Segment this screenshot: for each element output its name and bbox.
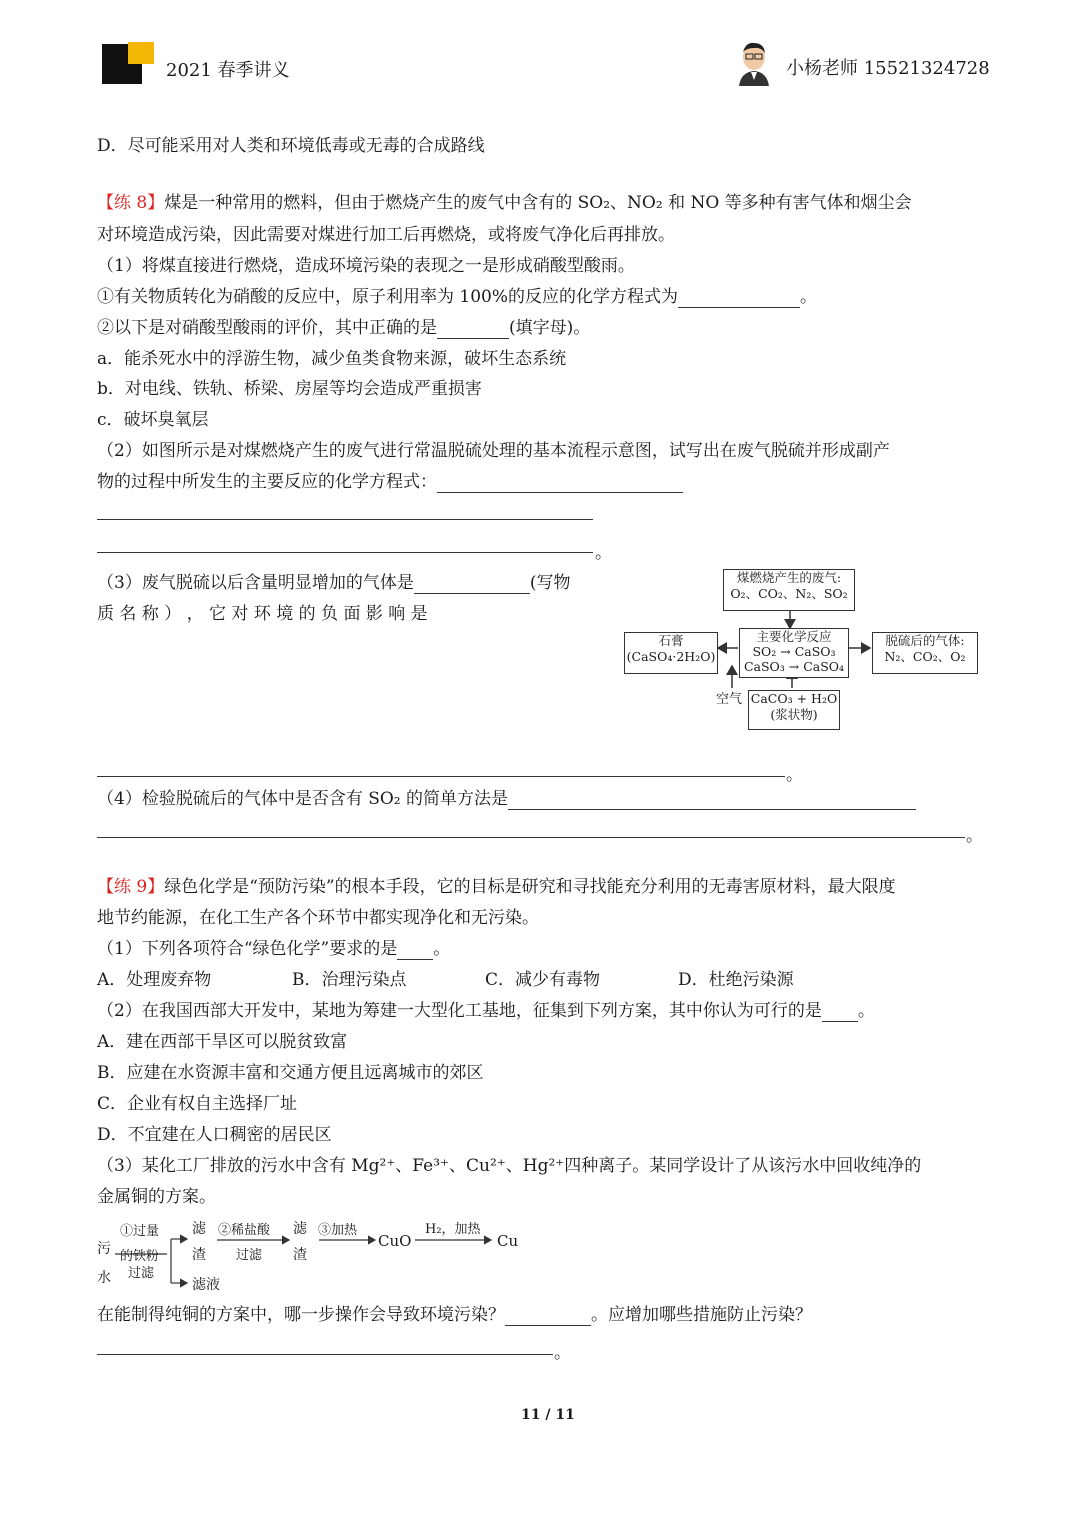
q9-part1-text: （1）下列各项符合“绿色化学”要求的是 <box>97 939 398 959</box>
gypsum-formula: (CaSO₄·2H₂O) <box>626 649 716 664</box>
q9-intro-text: 绿色化学是“预防污染”的根本手段，它的目标是研究和寻找能充分利用的无毒害原材料，最大限度 <box>164 877 896 897</box>
q8-part4-text: （4）检验脱硫后的气体中是否含有 SO₂ 的简单方法是 <box>97 789 509 809</box>
air-label: 空气 <box>716 692 743 707</box>
period: 。 <box>595 543 612 563</box>
answer-line[interactable] <box>97 837 965 838</box>
q9-part3-question <box>97 1304 812 1326</box>
q8-intro-line1 <box>97 192 912 214</box>
main-reaction-label: 主要化学反应 <box>756 629 832 644</box>
answer-line[interactable] <box>97 1354 553 1355</box>
slurry-box <box>748 690 840 730</box>
q9-part1 <box>97 938 450 960</box>
answer-line[interactable] <box>97 552 593 553</box>
q8-part3-line2: 质 名 称 ） ， 它 对 环 境 的 负 面 影 响 是 <box>97 604 428 624</box>
step1-label-2: 的铁粉 <box>120 1249 160 1264</box>
period: 。 <box>433 939 451 959</box>
step2-filter: 过滤 <box>236 1248 263 1263</box>
teacher-contact: 小杨老师 15521324728 <box>786 58 990 79</box>
reaction-2: CaSO₃ → CaSO₄ <box>743 659 845 674</box>
gypsum-box <box>624 632 718 674</box>
option-d-text: D．尽可能采用对人类和环境低毒或无毒的合成路线 <box>97 136 485 156</box>
period: 。 <box>966 826 983 846</box>
wastewater-char-2: 水 <box>97 1270 111 1286</box>
answer-blank[interactable] <box>678 289 800 308</box>
answer-blank[interactable] <box>822 1003 858 1022</box>
period: 。 <box>554 1343 571 1363</box>
exhaust-gas-components: O₂、CO₂、N₂、SO₂ <box>730 586 848 601</box>
q8-part3-line1 <box>97 572 570 594</box>
q8-part2-text: 物的过程中所发生的主要反应的化学方程式： <box>97 472 437 492</box>
clean-gas-components: N₂、CO₂、O₂ <box>884 649 966 664</box>
q9-part2-option-b: B．应建在水资源丰富和交通方便且远离城市的郊区 <box>97 1063 484 1083</box>
q9-option-d: D．杜绝污染源 <box>678 970 794 990</box>
period: 。 <box>786 765 803 785</box>
period: 。 <box>800 287 818 307</box>
step1-label: ①过量 <box>120 1224 160 1239</box>
q9-option-c: C．减少有毒物 <box>485 970 601 990</box>
q9-part2-text: （2）在我国西部大开发中，某地为筹建一大型化工基地，征集到下列方案，其中你认为可行的是 <box>97 1001 822 1021</box>
q8-part2-line2 <box>97 471 683 493</box>
q9-part2-option-c: C．企业有权自主选择厂址 <box>97 1094 298 1114</box>
q9-part1-options <box>97 969 794 991</box>
q9-part2-option-a: A．建在西部干旱区可以脱贫致富 <box>97 1032 348 1052</box>
q9-part2-option-d: D．不宜建在人口稠密的居民区 <box>97 1125 332 1145</box>
period: 。 <box>857 1001 875 1021</box>
exhaust-gas-box <box>723 569 855 611</box>
q8-part4 <box>97 788 916 810</box>
cu-product: Cu <box>497 1232 519 1250</box>
slurry-label: (浆状物) <box>770 707 818 722</box>
q9-intro-line2: 地节约能源，在化工生产各个环节中都实现净化和无污染。 <box>97 908 539 928</box>
q8-part1b-end: (填字母)。 <box>509 318 591 338</box>
q8-part1: （1）将煤直接进行燃烧，造成环境污染的表现之一是形成硝酸型酸雨。 <box>97 256 635 276</box>
step2-label: ②稀盐酸 <box>218 1223 271 1238</box>
filter-residue2-char-1: 滤 <box>293 1221 307 1237</box>
q8-option-b: b．对电线、铁轨、桥梁、房屋等均会造成严重损害 <box>97 379 482 399</box>
q8-part3-text: （3）废气脱硫以后含量明显增加的气体是 <box>97 573 414 593</box>
q9-tag: 【练 9】 <box>97 877 165 897</box>
q9-part2 <box>97 1000 875 1022</box>
step3-label: ③加热 <box>318 1223 358 1238</box>
gypsum-label: 石膏 <box>658 633 684 648</box>
q8-tag: 【练 8】 <box>97 193 165 213</box>
q9-option-b: B．治理污染点 <box>292 970 407 990</box>
answer-line[interactable] <box>97 519 593 520</box>
q9-part3-q2: 。应增加哪些措施防止污染？ <box>591 1305 812 1325</box>
clean-gas-label: 脱硫后的气体: <box>885 633 965 648</box>
filter-residue2-char-2: 渣 <box>293 1247 307 1263</box>
q8-intro-text: 煤是一种常用的燃料，但由于燃烧产生的废气中含有的 SO₂、NO₂ 和 NO 等多种有害气体和烟尘会 <box>164 193 912 213</box>
logo-icon <box>100 40 158 86</box>
answer-blank[interactable] <box>397 941 433 960</box>
q8-option-c: c．破坏臭氧层 <box>97 410 209 430</box>
q8-part1a-text: ①有关物质转化为硝酸的反应中，原子利用率为 100%的反应的化学方程式为 <box>97 287 679 307</box>
q9-part3-line2: 金属铜的方案。 <box>97 1187 216 1207</box>
q8-part2-line1: （2）如图所示是对煤燃烧产生的废气进行常温脱硫处理的基本流程示意图，试写出在废气脱硫并形成副产 <box>97 441 890 461</box>
reaction-1: SO₂ → CaSO₃ <box>752 644 836 659</box>
q8-part1b <box>97 317 590 339</box>
filter-residue-char-2: 渣 <box>192 1247 206 1263</box>
step4-label: H₂，加热 <box>425 1222 481 1237</box>
teacher-avatar <box>736 40 772 86</box>
page-header-title: 2021 春季讲义 <box>166 60 290 81</box>
slurry-formula: CaCO₃ + H₂O <box>750 691 838 706</box>
answer-blank[interactable] <box>505 1307 591 1326</box>
wastewater-char-1: 污 <box>97 1241 111 1257</box>
answer-blank[interactable] <box>437 474 683 493</box>
q9-intro-line1 <box>97 876 896 898</box>
q8-part3-hint: (写物 <box>529 573 571 593</box>
q9-part3-line1: （3）某化工厂排放的污水中含有 Mg²⁺、Fe³⁺、Cu²⁺、Hg²⁺四种离子。某同学设计了从该污水中回收纯净的 <box>97 1156 922 1176</box>
filtrate-label: 滤液 <box>192 1277 220 1293</box>
q9-part3-q1: 在能制得纯铜的方案中，哪一步操作会导致环境污染？ <box>97 1305 505 1325</box>
q9-option-a: A．处理废弃物 <box>97 970 212 990</box>
q8-part1b-text: ②以下是对硝酸型酸雨的评价，其中正确的是 <box>97 318 437 338</box>
page-number: 11 / 11 <box>521 1407 575 1423</box>
filter-residue-char-1: 滤 <box>192 1221 206 1237</box>
answer-blank[interactable] <box>508 791 916 810</box>
cuo-product: CuO <box>378 1232 412 1250</box>
clean-gas-box <box>872 632 978 674</box>
exhaust-gas-label: 煤燃烧产生的废气: <box>736 570 842 585</box>
q8-intro-line2: 对环境造成污染，因此需要对煤进行加工后再燃烧，或将废气净化后再排放。 <box>97 225 675 245</box>
step1-filter: 过滤 <box>128 1266 155 1281</box>
main-reaction-box <box>739 628 849 678</box>
q8-option-a: a．能杀死水中的浮游生物，减少鱼类食物来源，破坏生态系统 <box>97 349 567 369</box>
answer-line[interactable] <box>97 776 785 777</box>
answer-blank[interactable] <box>437 320 509 339</box>
q8-part1a <box>97 286 817 308</box>
answer-blank[interactable] <box>414 575 530 594</box>
